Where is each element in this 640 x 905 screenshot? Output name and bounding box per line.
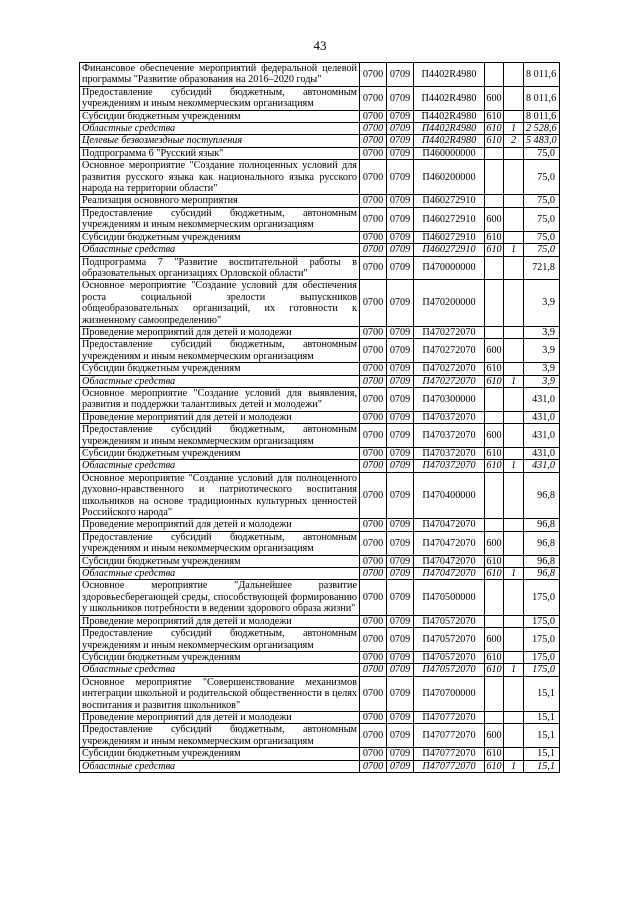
row-name-cell: Областные средства <box>80 664 360 676</box>
funding-source-cell <box>504 110 524 122</box>
amount-cell: 75,0 <box>524 195 560 207</box>
row-name-cell: Субсидии бюджетным учреждениям <box>80 363 360 375</box>
section-code-cell: 0700 <box>360 363 387 375</box>
row-name-cell: Проведение мероприятий для детей и молодежи <box>80 615 360 627</box>
funding-source-cell <box>504 339 524 363</box>
subsection-code-cell: 0709 <box>387 339 414 363</box>
subsection-code-cell: 0709 <box>387 448 414 460</box>
row-name-cell: Субсидии бюджетным учреждениям <box>80 448 360 460</box>
section-code-cell: 0700 <box>360 86 387 110</box>
row-name-cell: Предоставление субсидий бюджетным, автономным учреждениям и иным некоммерческим организациям <box>80 628 360 652</box>
row-name-cell: Предоставление субсидий бюджетным, автономным учреждениям и иным некоммерческим организациям <box>80 207 360 231</box>
table-row <box>80 676 560 711</box>
subsection-code-cell: 0709 <box>387 411 414 423</box>
table-row <box>80 628 560 652</box>
target-article-cell: П4402R4980 <box>414 63 485 87</box>
amount-cell: 75,0 <box>524 147 560 159</box>
amount-cell: 96,8 <box>524 531 560 555</box>
section-code-cell: 0700 <box>360 160 387 195</box>
subsection-code-cell: 0709 <box>387 256 414 280</box>
amount-cell: 75,0 <box>524 160 560 195</box>
row-name-cell: Подпрограмма 6 "Русский язык" <box>80 147 360 159</box>
target-article-cell: П470272070 <box>414 326 485 338</box>
expense-type-cell: 600 <box>485 628 504 652</box>
expense-type-cell: 610 <box>486 363 502 375</box>
funding-source-cell: 1 <box>504 460 524 472</box>
amount-cell: 96,8 <box>524 519 560 531</box>
section-code-cell: 0700 <box>360 424 387 448</box>
section-code-cell: 0700 <box>360 664 387 676</box>
funding-source-cell: 1 <box>504 244 524 256</box>
target-article-cell: П470300000 <box>414 387 485 411</box>
subsection-code-cell: 0709 <box>387 375 414 387</box>
table-row <box>80 555 560 567</box>
table-row <box>80 568 560 580</box>
section-code-cell: 0700 <box>360 568 387 580</box>
row-name-cell: Целевые безвозмездные поступления <box>80 135 360 147</box>
page-number: 43 <box>313 38 327 53</box>
funding-source-cell <box>504 326 524 338</box>
row-name-cell: Основное мероприятие "Дальнейшее развитие здоровьесберегающей среды, способствующей формированию у школьников потребности в ведении здорового образа жизни" <box>80 580 360 615</box>
table-row <box>80 448 560 460</box>
amount-cell: 15,1 <box>524 676 560 711</box>
table-row <box>80 339 560 363</box>
row-name-cell: Подпрограмма 7 "Развитие воспитательной работы в образовательных организациях Орловской области" <box>80 256 360 280</box>
target-article-cell: П470472070 <box>414 555 485 567</box>
amount-cell: 15,1 <box>524 711 560 723</box>
subsection-code-cell: 0709 <box>387 387 414 411</box>
table-row <box>80 363 560 375</box>
target-article-cell: П470572070 <box>414 628 485 652</box>
row-name-cell: Областные средства <box>80 460 360 472</box>
row-name-cell: Проведение мероприятий для детей и молодежи <box>80 326 360 338</box>
amount-cell: 15,1 <box>524 724 560 748</box>
target-article-cell: П460272910 <box>414 207 485 231</box>
row-name-cell: Областные средства <box>80 568 360 580</box>
expense-type-cell: 610 <box>486 460 502 472</box>
section-code-cell: 0700 <box>360 231 387 243</box>
row-name-cell: Предоставление субсидий бюджетным, автономным учреждениям и иным некоммерческим организациям <box>80 531 360 555</box>
subsection-code-cell: 0709 <box>387 711 414 723</box>
target-article-cell: П460272910 <box>414 231 485 243</box>
expense-type-cell: 600 <box>485 207 504 231</box>
table-row <box>80 195 560 207</box>
expense-type-cell: 610 <box>486 244 502 256</box>
section-code-cell: 0700 <box>360 460 387 472</box>
expense-type-cell <box>485 147 504 159</box>
section-code-cell: 0700 <box>360 244 387 256</box>
subsection-code-cell: 0709 <box>387 615 414 627</box>
expense-type-cell <box>485 280 504 327</box>
expense-type-cell <box>485 580 504 615</box>
row-name-cell: Проведение мероприятий для детей и молодежи <box>80 411 360 423</box>
amount-cell: 431,0 <box>524 448 560 460</box>
section-code-cell: 0700 <box>360 531 387 555</box>
table-row <box>80 651 560 663</box>
target-article-cell: П4402R4980 <box>414 86 485 110</box>
row-name-cell: Субсидии бюджетным учреждениям <box>80 231 360 243</box>
funding-source-cell <box>504 748 524 760</box>
expense-type-cell: 610 <box>486 760 502 772</box>
funding-source-cell <box>504 472 524 519</box>
section-code-cell: 0700 <box>360 326 387 338</box>
expense-type-cell <box>485 519 504 531</box>
funding-source-cell <box>504 615 524 627</box>
expense-type-cell <box>485 387 504 411</box>
expense-type-cell <box>485 411 504 423</box>
funding-source-cell <box>504 160 524 195</box>
expense-type-cell <box>485 615 504 627</box>
expense-type-cell: 600 <box>485 424 504 448</box>
target-article-cell: П470372070 <box>414 448 485 460</box>
row-name-cell: Проведение мероприятий для детей и молодежи <box>80 519 360 531</box>
amount-cell: 8 011,6 <box>524 86 560 110</box>
subsection-code-cell: 0709 <box>387 628 414 652</box>
subsection-code-cell: 0709 <box>387 724 414 748</box>
row-name-cell: Основное мероприятие "Создание полноценных условий для развития русского языка как национального языка русского народа на территории области" <box>80 160 360 195</box>
section-code-cell: 0700 <box>360 256 387 280</box>
target-article-cell: П470572070 <box>414 664 485 676</box>
funding-source-cell <box>504 207 524 231</box>
target-article-cell: П460272910 <box>414 195 485 207</box>
table-row <box>80 326 560 338</box>
target-article-cell: П470572070 <box>414 651 485 663</box>
target-article-cell: П470572070 <box>414 615 485 627</box>
funding-source-cell <box>504 676 524 711</box>
target-article-cell: П470372070 <box>414 424 485 448</box>
funding-source-cell: 1 <box>504 375 524 387</box>
section-code-cell: 0700 <box>360 615 387 627</box>
target-article-cell: П470372070 <box>414 460 485 472</box>
table-row <box>80 375 560 387</box>
subsection-code-cell: 0709 <box>387 86 414 110</box>
subsection-code-cell: 0709 <box>387 135 414 147</box>
section-code-cell: 0700 <box>360 711 387 723</box>
target-article-cell: П470772070 <box>414 748 485 760</box>
amount-cell: 96,8 <box>524 555 560 567</box>
subsection-code-cell: 0709 <box>387 147 414 159</box>
expense-type-cell: 610 <box>486 448 502 459</box>
table-row <box>80 231 560 243</box>
subsection-code-cell: 0709 <box>387 63 414 87</box>
subsection-code-cell: 0709 <box>387 664 414 676</box>
expense-type-cell <box>485 711 504 723</box>
row-name-cell: Основное мероприятие "Создание условий для полноценного духовно-нравственного и патриотического воспитания школьников на основе традиционных культурных ценностей Российского народа" <box>80 472 360 519</box>
subsection-code-cell: 0709 <box>387 760 414 772</box>
expense-type-cell: 610 <box>486 135 502 147</box>
row-name-cell: Субсидии бюджетным учреждениям <box>80 110 360 122</box>
amount-cell: 8 011,6 <box>524 63 560 87</box>
target-article-cell: П460272910 <box>414 244 485 256</box>
table-row <box>80 123 560 135</box>
funding-source-cell <box>504 256 524 280</box>
section-code-cell: 0700 <box>360 375 387 387</box>
section-code-cell: 0700 <box>360 63 387 87</box>
table-row <box>80 110 560 122</box>
target-article-cell: П4402R4980 <box>414 135 485 147</box>
amount-cell: 175,0 <box>524 628 560 652</box>
funding-source-cell <box>504 231 524 243</box>
amount-cell: 3,9 <box>524 375 560 387</box>
funding-source-cell <box>504 387 524 411</box>
row-name-cell: Реализация основного мероприятия <box>80 195 360 207</box>
amount-cell: 75,0 <box>524 244 560 256</box>
table-row <box>80 207 560 231</box>
target-article-cell: П470200000 <box>414 280 485 327</box>
funding-source-cell <box>504 448 524 460</box>
expense-type-cell <box>485 326 504 338</box>
expense-type-cell <box>485 160 504 195</box>
subsection-code-cell: 0709 <box>387 580 414 615</box>
funding-source-cell <box>504 411 524 423</box>
funding-source-cell: 1 <box>504 568 524 580</box>
section-code-cell: 0700 <box>360 472 387 519</box>
amount-cell: 431,0 <box>524 411 560 423</box>
section-code-cell: 0700 <box>360 519 387 531</box>
funding-source-cell <box>504 63 524 87</box>
expense-type-cell: 610 <box>486 748 502 760</box>
table-row <box>80 615 560 627</box>
expense-type-cell: 610 <box>486 231 502 243</box>
row-name-cell: Основное мероприятие "Совершенствование механизмов интеграции школьной и родительской общественности в целях воспитания и развития школьников" <box>80 676 360 711</box>
section-code-cell: 0700 <box>360 123 387 135</box>
section-code-cell: 0700 <box>360 280 387 327</box>
table-row <box>80 86 560 110</box>
row-name-cell: Субсидии бюджетным учреждениям <box>80 748 360 760</box>
expense-type-cell <box>485 472 504 519</box>
amount-cell: 175,0 <box>524 580 560 615</box>
subsection-code-cell: 0709 <box>387 231 414 243</box>
target-article-cell: П470472070 <box>414 568 485 580</box>
row-name-cell: Основное мероприятие "Создание условий для выявления, развития и поддержки талантливых детей и молодежи" <box>80 387 360 411</box>
funding-source-cell <box>504 86 524 110</box>
target-article-cell: П470472070 <box>414 531 485 555</box>
amount-cell: 96,8 <box>524 472 560 519</box>
target-article-cell: П470500000 <box>414 580 485 615</box>
row-name-cell: Предоставление субсидий бюджетным, автономным учреждениям и иным некоммерческим организациям <box>80 424 360 448</box>
subsection-code-cell: 0709 <box>387 676 414 711</box>
funding-source-cell <box>504 424 524 448</box>
expense-type-cell: 610 <box>486 555 502 567</box>
amount-cell: 431,0 <box>524 460 560 472</box>
subsection-code-cell: 0709 <box>387 244 414 256</box>
subsection-code-cell: 0709 <box>387 651 414 663</box>
subsection-code-cell: 0709 <box>387 363 414 375</box>
target-article-cell: П470400000 <box>414 472 485 519</box>
amount-cell: 175,0 <box>524 651 560 663</box>
amount-cell: 431,0 <box>524 387 560 411</box>
target-article-cell: П470772070 <box>414 760 485 772</box>
amount-cell: 75,0 <box>524 231 560 243</box>
table-row <box>80 280 560 327</box>
target-article-cell: П470272070 <box>414 339 485 363</box>
section-code-cell: 0700 <box>360 135 387 147</box>
section-code-cell: 0700 <box>360 411 387 423</box>
expense-type-cell: 600 <box>485 724 504 748</box>
amount-cell: 5 483,0 <box>524 135 560 147</box>
row-name-cell: Областные средства <box>80 375 360 387</box>
subsection-code-cell: 0709 <box>387 519 414 531</box>
table-row <box>80 531 560 555</box>
subsection-code-cell: 0709 <box>387 280 414 327</box>
amount-cell: 96,8 <box>524 568 560 580</box>
section-code-cell: 0700 <box>360 676 387 711</box>
subsection-code-cell: 0709 <box>387 531 414 555</box>
section-code-cell: 0700 <box>360 110 387 122</box>
row-name-cell: Основное мероприятие "Создание условий для обеспечения роста социальной зрелости выпускников общеобразовательных организаций, их готовности к жизненному самоопределению" <box>80 280 360 327</box>
subsection-code-cell: 0709 <box>387 123 414 135</box>
expense-type-cell <box>485 63 504 87</box>
target-article-cell: П470272070 <box>414 375 485 387</box>
section-code-cell: 0700 <box>360 760 387 772</box>
row-name-cell: Областные средства <box>80 244 360 256</box>
funding-source-cell <box>504 555 524 567</box>
expense-type-cell: 610 <box>486 123 502 135</box>
table-row <box>80 748 560 760</box>
amount-cell: 8 011,6 <box>524 110 560 122</box>
section-code-cell: 0700 <box>360 339 387 363</box>
row-name-cell: Предоставление субсидий бюджетным, автономным учреждениям и иным некоммерческим организациям <box>80 339 360 363</box>
funding-source-cell <box>504 519 524 531</box>
funding-source-cell: 1 <box>504 123 524 135</box>
table-row <box>80 724 560 748</box>
funding-source-cell <box>504 280 524 327</box>
subsection-code-cell: 0709 <box>387 555 414 567</box>
funding-source-cell <box>504 363 524 375</box>
funding-source-cell: 1 <box>504 664 524 676</box>
target-article-cell: П470372070 <box>414 411 485 423</box>
section-code-cell: 0700 <box>360 580 387 615</box>
section-code-cell: 0700 <box>360 387 387 411</box>
subsection-code-cell: 0709 <box>387 472 414 519</box>
row-name-cell: Субсидии бюджетным учреждениям <box>80 651 360 663</box>
table-row <box>80 160 560 195</box>
subsection-code-cell: 0709 <box>387 195 414 207</box>
expense-type-cell <box>485 195 504 207</box>
subsection-code-cell: 0709 <box>387 207 414 231</box>
table-row <box>80 664 560 676</box>
table-row <box>80 460 560 472</box>
amount-cell: 431,0 <box>524 424 560 448</box>
amount-cell: 3,9 <box>524 326 560 338</box>
section-code-cell: 0700 <box>360 748 387 760</box>
section-code-cell: 0700 <box>360 195 387 207</box>
budget-table <box>79 62 560 773</box>
target-article-cell: П470772070 <box>414 724 485 748</box>
subsection-code-cell: 0709 <box>387 110 414 122</box>
amount-cell: 721,8 <box>524 256 560 280</box>
funding-source-cell <box>504 711 524 723</box>
row-name-cell: Проведение мероприятий для детей и молодежи <box>80 711 360 723</box>
funding-source-cell: 1 <box>504 760 524 772</box>
table-row <box>80 411 560 423</box>
table-row <box>80 256 560 280</box>
row-name-cell: Предоставление субсидий бюджетным, автономным учреждениям и иным некоммерческим организациям <box>80 86 360 110</box>
expense-type-cell: 600 <box>485 339 504 363</box>
target-article-cell: П4402R4980 <box>414 110 485 122</box>
table-row <box>80 580 560 615</box>
table-row <box>80 760 560 772</box>
row-name-cell: Субсидии бюджетным учреждениям <box>80 555 360 567</box>
amount-cell: 3,9 <box>524 280 560 327</box>
target-article-cell: П470700000 <box>414 676 485 711</box>
target-article-cell: П460200000 <box>414 160 485 195</box>
target-article-cell: П470000000 <box>414 256 485 280</box>
row-name-cell: Финансовое обеспечение мероприятий федеральной целевой программы "Развитие образования на 2016–2020 годы" <box>80 63 360 87</box>
target-article-cell: П470772070 <box>414 711 485 723</box>
funding-source-cell <box>504 724 524 748</box>
subsection-code-cell: 0709 <box>387 568 414 580</box>
section-code-cell: 0700 <box>360 448 387 460</box>
funding-source-cell <box>504 580 524 615</box>
funding-source-cell <box>504 628 524 652</box>
target-article-cell: П460000000 <box>414 147 485 159</box>
target-article-cell: П470272070 <box>414 363 485 375</box>
section-code-cell: 0700 <box>360 555 387 567</box>
budget-table-body <box>80 63 560 773</box>
row-name-cell: Предоставление субсидий бюджетным, автономным учреждениям и иным некоммерческим организациям <box>80 724 360 748</box>
table-row <box>80 472 560 519</box>
amount-cell: 3,9 <box>524 363 560 375</box>
target-article-cell: П470472070 <box>414 519 485 531</box>
subsection-code-cell: 0709 <box>387 460 414 472</box>
table-row <box>80 424 560 448</box>
funding-source-cell <box>504 147 524 159</box>
table-row <box>80 387 560 411</box>
amount-cell: 175,0 <box>524 615 560 627</box>
amount-cell: 15,1 <box>524 748 560 760</box>
section-code-cell: 0700 <box>360 147 387 159</box>
amount-cell: 175,0 <box>524 664 560 676</box>
expense-type-cell <box>485 256 504 280</box>
table-row <box>80 135 560 147</box>
subsection-code-cell: 0709 <box>387 424 414 448</box>
amount-cell: 15,1 <box>524 760 560 772</box>
expense-type-cell <box>485 676 504 711</box>
section-code-cell: 0700 <box>360 651 387 663</box>
expense-type-cell: 600 <box>485 86 504 110</box>
expense-type-cell: 610 <box>486 375 502 387</box>
expense-type-cell: 600 <box>485 531 504 555</box>
row-name-cell: Областные средства <box>80 760 360 772</box>
subsection-code-cell: 0709 <box>387 160 414 195</box>
target-article-cell: П4402R4980 <box>414 123 485 135</box>
expense-type-cell: 610 <box>486 568 502 580</box>
table-row <box>80 63 560 87</box>
amount-cell: 3,9 <box>524 339 560 363</box>
funding-source-cell <box>504 531 524 555</box>
amount-cell: 75,0 <box>524 207 560 231</box>
subsection-code-cell: 0709 <box>387 748 414 760</box>
expense-type-cell: 610 <box>486 664 502 676</box>
expense-type-cell: 610 <box>486 651 502 663</box>
funding-source-cell <box>504 651 524 663</box>
section-code-cell: 0700 <box>360 207 387 231</box>
table-row <box>80 519 560 531</box>
table-row <box>80 711 560 723</box>
table-row <box>80 147 560 159</box>
amount-cell: 2 528,6 <box>524 123 560 135</box>
funding-source-cell <box>504 195 524 207</box>
expense-type-cell: 610 <box>486 110 502 122</box>
section-code-cell: 0700 <box>360 724 387 748</box>
section-code-cell: 0700 <box>360 628 387 652</box>
funding-source-cell: 2 <box>504 135 524 147</box>
table-row <box>80 244 560 256</box>
row-name-cell: Областные средства <box>80 123 360 135</box>
subsection-code-cell: 0709 <box>387 326 414 338</box>
